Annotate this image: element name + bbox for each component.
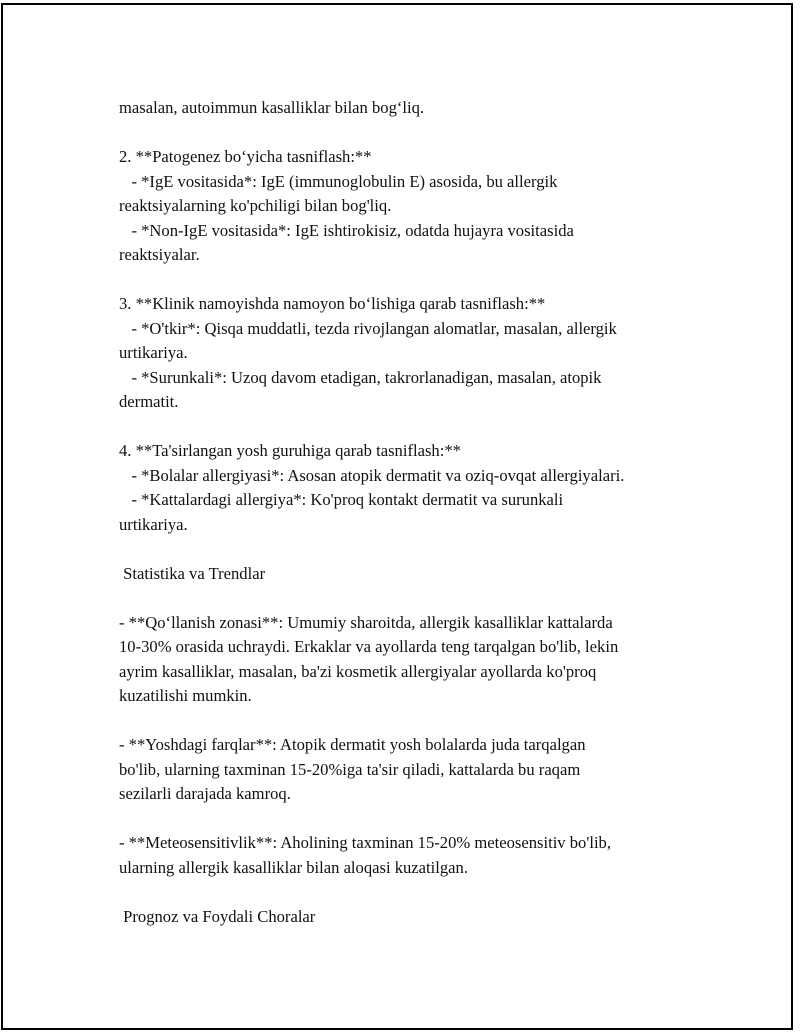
list-item: - *Non-IgE vositasida*: IgE ishtirokisiz, odatda hujayra vositasida	[119, 220, 574, 240]
section-heading: 4. **Ta'sirlangan yosh guruhiga qarab tasniflash:**	[119, 441, 461, 460]
document-page	[1, 3, 793, 1030]
prognosis-heading: Prognoz va Foydali Choralar	[119, 906, 316, 926]
list-item-continuation: reaktsiyalar.	[119, 245, 200, 264]
stat-paragraph-line: - **Meteosensitivlik**: Aholining taxminan 15-20% meteosensitiv bo'lib,	[119, 833, 611, 852]
spacer	[119, 586, 699, 611]
list-item-continuation: urtikariya.	[119, 514, 188, 534]
list-item: - *Bolalar allergiyasi*: Asosan atopik dermatit va oziq-ovqat allergiyalari.	[119, 465, 625, 485]
stat-paragraph-line: 10-30% orasida uchraydi. Erkaklar va ayollarda teng tarqalgan bo'lib, lekin	[119, 637, 619, 656]
list-item: - *Surunkali*: Uzoq davom etadigan, takrorlanadigan, masalan, atopik	[119, 367, 602, 387]
stat-paragraph-line: ularning allergik kasalliklar bilan aloqasi kuzatilgan.	[119, 857, 468, 877]
spacer	[119, 537, 699, 562]
spacer	[119, 709, 699, 734]
spacer	[119, 121, 699, 146]
spacer	[119, 807, 699, 832]
spacer	[119, 415, 699, 440]
section-heading: 2. **Patogenez bo‘yicha tasniflash:**	[119, 147, 372, 166]
spacer	[119, 268, 699, 293]
intro-line: masalan, autoimmun kasalliklar bilan bog‘liq.	[119, 98, 425, 117]
list-item-continuation: reaktsiyalarning ko'pchiligi bilan bog'liq.	[119, 196, 392, 215]
list-item-continuation: urtikariya.	[119, 343, 188, 362]
spacer	[119, 880, 699, 905]
list-item: - *O'tkir*: Qisqa muddatli, tezda rivojlangan alomatlar, masalan, allergik	[119, 318, 617, 338]
stat-paragraph-line: - **Yoshdagi farqlar**: Atopik dermatit yosh bolalarda juda tarqalgan	[119, 735, 586, 754]
stat-paragraph-line: ayrim kasalliklar, masalan, ba'zi kosmetik allergiyalar ayollarda ko'proq	[119, 661, 597, 681]
list-item: - *IgE vositasida*: IgE (immunoglobulin E) asosida, bu allergik	[119, 171, 558, 191]
statistics-heading: Statistika va Trendlar	[119, 563, 266, 583]
list-item: - *Kattalardagi allergiya*: Ko'proq kontakt dermatit va surunkali	[119, 490, 564, 509]
stat-paragraph-line: kuzatilishi mumkin.	[119, 686, 252, 705]
stat-paragraph-line: bo'lib, ularning taxminan 15-20%iga ta'sir qiladi, kattalarda bu raqam	[119, 759, 581, 779]
stat-paragraph-line: sezilarli darajada kamroq.	[119, 784, 291, 803]
document-body	[119, 96, 699, 929]
list-item-continuation: dermatit.	[119, 392, 179, 411]
section-heading: 3. **Klinik namoyishda namoyon bo‘lishiga qarab tasniflash:**	[119, 294, 546, 313]
stat-paragraph-line: - **Qo‘llanish zonasi**: Umumiy sharoitda, allergik kasalliklar kattalarda	[119, 612, 613, 632]
